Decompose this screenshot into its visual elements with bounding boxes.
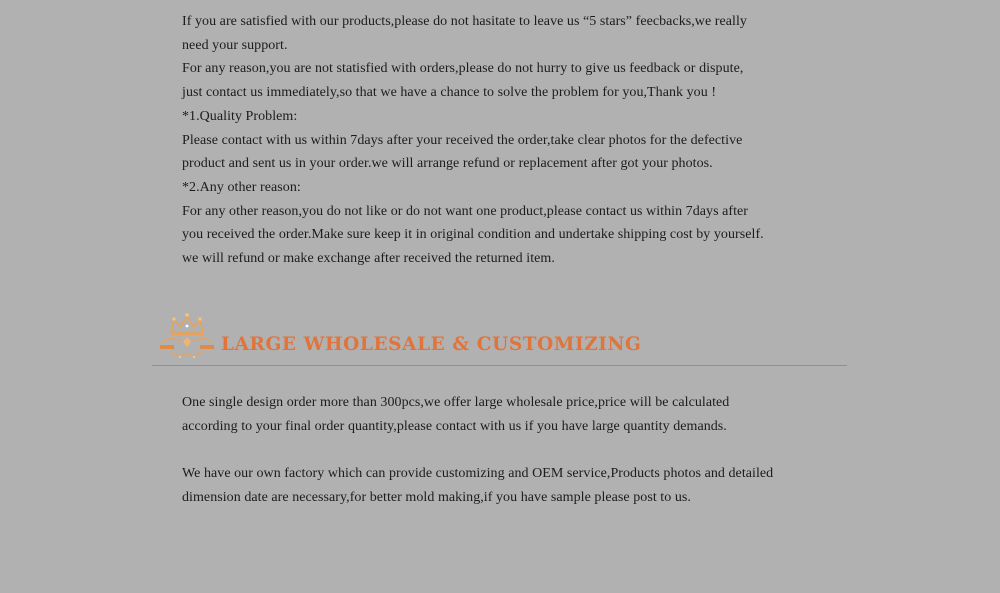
feedback-policy-text (182, 10, 842, 271)
policy-line: For any reason,you are not statisfied with orders,please do not hurry to give us feedback or dispute, (182, 61, 744, 77)
policy-line: If you are satisfied with our products,please do not hasitate to leave us “5 stars” feecbacks,we really (182, 14, 747, 29)
policy-line: For any other reason,you do not like or do not want one product,please contact us within 7days after (182, 203, 749, 219)
section-title: LARGE WHOLESALE & CUSTOMIZING (221, 334, 642, 355)
policy-line: just contact us immediately,so that we have a chance to solve the problem for you,Thank you ! (182, 85, 717, 101)
policy-line: product and sent us in your order.we will arrange refund or replacement after got your photos. (182, 156, 713, 172)
policy-line: we will refund or make exchange after received the returned item. (182, 251, 555, 267)
paragraph-spacer (182, 438, 842, 462)
factory-line: We have our own factory which can provide customizing and OEM service,Products photos and detailed (182, 466, 774, 482)
section-header (152, 308, 847, 368)
factory-line: dimension date are necessary,for better mold making,if you have sample please post to us. (182, 489, 691, 505)
policy-heading-quality: *1.Quality Problem: (182, 108, 298, 124)
divider (152, 365, 847, 366)
policy-heading-other-reason: *2.Any other reason: (182, 179, 301, 195)
wholesale-line: One single design order more than 300pcs,we offer large wholesale price,price will be calculated (182, 395, 730, 410)
wholesale-text (182, 391, 842, 510)
policy-line: Please contact with us within 7days after your received the order,take clear photos for the defective (182, 132, 743, 148)
policy-line: you received the order.Make sure keep it in original condition and undertake shipping cost by yourself. (182, 227, 764, 243)
wholesale-line: according to your final order quantity,please contact with us if you have large quantity demands. (182, 418, 727, 434)
policy-line: need your support. (182, 37, 288, 53)
crown-icon (160, 312, 214, 362)
